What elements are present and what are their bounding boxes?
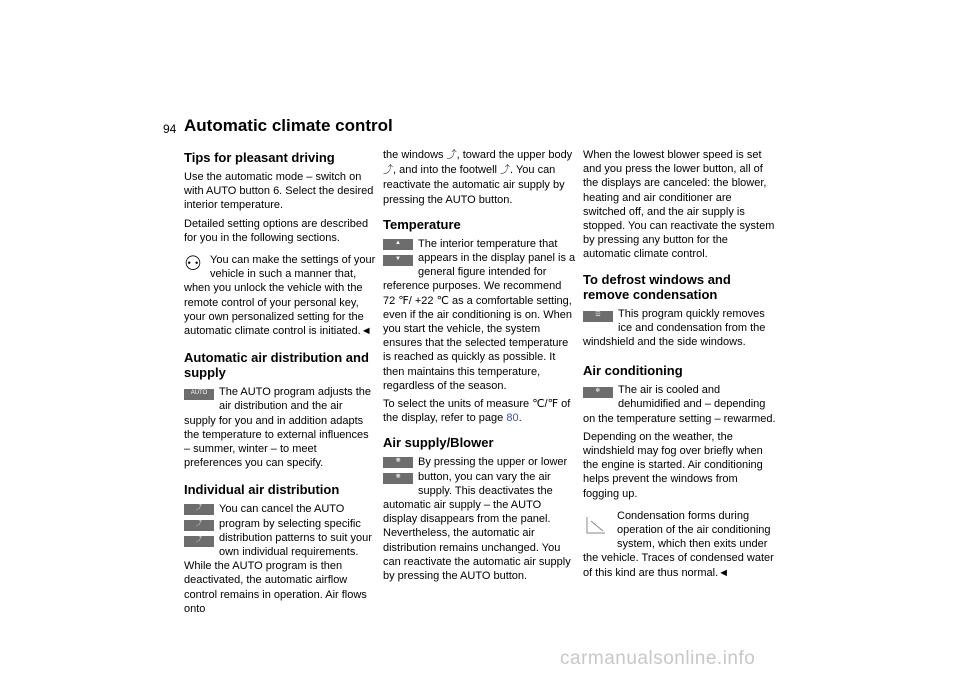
tip-note-text: You can make the settings of your vehicle in such a manner that, when you unlock the vehicle with the remote control of your personal key, your own personalized setting for the automatic climate control is initiated.	[184, 254, 376, 338]
units-end: .	[518, 412, 522, 425]
individual-text: You can cancel the AUTO program by selecting specific distribution patterns to suit your own individual requirements. While the AUTO program is then deactivated, the automatic airflow control remains in operation. Air flows onto	[184, 503, 372, 615]
end-mark: ◄	[718, 566, 730, 579]
ac-text: The air is cooled and dehumidified and – depending on the temperature setting – rewarmed.	[583, 384, 776, 425]
caution-note	[583, 509, 776, 580]
blower-up-icon: ❋	[383, 455, 413, 468]
temperature-heading: Temperature	[383, 216, 461, 232]
temperature-buttons	[383, 237, 413, 269]
lowest-speed-paragraph: When the lowest blower speed is set and you press the lower button, all of the displays are canceled: the blower, heating and air conditioner are switched off, and the air supply is stopped. You can reactivate the system by pressing any button for the automatic climate control.	[583, 149, 775, 261]
auto-button-icon: AUTO	[184, 387, 214, 400]
blower-buttons	[383, 455, 413, 487]
temperature-up-icon: ▲	[383, 237, 413, 250]
ac-paragraph	[583, 383, 776, 426]
defrost-paragraph	[583, 307, 776, 350]
caution-text: Condensation forms during operation of the air conditioning system, which then exits under the vehicle. Traces of condensed water of this kind are thus normal.	[583, 509, 774, 579]
tip-note	[184, 253, 377, 338]
auto-distribution-heading: Automatic air distribution and supply	[184, 350, 369, 381]
windows-airflow-inline-icon: ⤴	[446, 150, 457, 161]
caution-icon	[583, 513, 609, 537]
page-title: Automatic climate control	[184, 116, 393, 135]
continuation-text-b: , toward the upper body	[456, 149, 573, 161]
defrost-text: This program quickly removes ice and condensation from the windshield and the side windows.	[583, 307, 766, 349]
page-number: 94	[163, 122, 177, 136]
watermark: carmanualsonline.info	[560, 648, 756, 669]
upper-body-airflow-icon: ⤴	[184, 518, 214, 531]
units-text: To select the units of measure ℃/℉ of the display, refer to page	[383, 398, 571, 425]
temperature-down-icon: ▼	[383, 253, 413, 266]
individual-distribution-heading: Individual air distribution	[184, 482, 340, 498]
upper-body-inline-icon: ⤴	[383, 165, 393, 177]
footwell-inline-icon: ⤴	[500, 165, 511, 177]
temperature-paragraph	[383, 237, 576, 393]
blower-heading: Air supply/Blower	[383, 435, 494, 451]
footwell-airflow-icon: ⤴	[184, 534, 214, 547]
units-paragraph	[383, 397, 576, 425]
continuation-text-d: . You can reactivate the automatic air supply by pressing the AUTO button.	[383, 164, 565, 206]
defrost-heading: To defrost windows and remove condensation	[583, 271, 731, 302]
defrost-button-icon: ☲	[583, 309, 613, 322]
person-hint-icon: ⚇	[184, 253, 202, 276]
ac-heading: Air conditioning	[583, 363, 683, 379]
distribution-buttons	[184, 502, 214, 550]
column-3	[583, 148, 776, 584]
temperature-text: The interior temperature that appears in the display panel is a general figure intended for reference purposes. We recommend 72 ℉/ +22 ℃ as a comfortable setting, even if the air conditioning is on. When you start the vehicle, the system ensures that the selected temperature is reached as quickly as possible. It then maintains this temperature, regardless of the season.	[383, 237, 576, 392]
airflow-continuation	[383, 148, 576, 207]
snowflake-icon: ❄	[583, 385, 613, 398]
column-2	[383, 148, 576, 587]
auto-text: The AUTO program adjusts the air distribution and the air supply for you and in addition adapts the temperature to external influences – summer, winter – to meet preferences you can specify.	[184, 386, 372, 470]
blower-paragraph	[383, 455, 576, 583]
page-reference-link[interactable]: 80	[506, 412, 519, 425]
tips-paragraph-1: Use the automatic mode – switch on with AUTO button 6. Select the desired interior temperature.	[184, 171, 374, 212]
blower-down-icon: ❋	[383, 471, 413, 484]
individual-paragraph	[184, 502, 377, 616]
windows-airflow-icon: ⤴	[184, 502, 214, 515]
ac-paragraph-2: Depending on the weather, the windshield may fog over briefly when the engine is started. Air conditioning helps prevent the windows from fogging up.	[583, 430, 763, 500]
end-mark: ◄	[360, 325, 372, 338]
continuation-text-a: the windows	[383, 149, 444, 161]
blower-text: By pressing the upper or lower button, you can vary the air supply. This deactivates the automatic air supply – the AUTO display disappears from the panel. Nevertheless, the automatic air distribution remains unchanged. You can reactivate the automatic air supply by pressing the AUTO button.	[383, 456, 571, 583]
auto-paragraph	[184, 385, 377, 470]
column-1	[184, 148, 377, 620]
tips-heading: Tips for pleasant driving	[184, 150, 335, 165]
tips-paragraph-2: Detailed setting options are described for you in the following sections.	[184, 217, 369, 244]
continuation-text-c: , and into the footwell	[393, 164, 497, 177]
